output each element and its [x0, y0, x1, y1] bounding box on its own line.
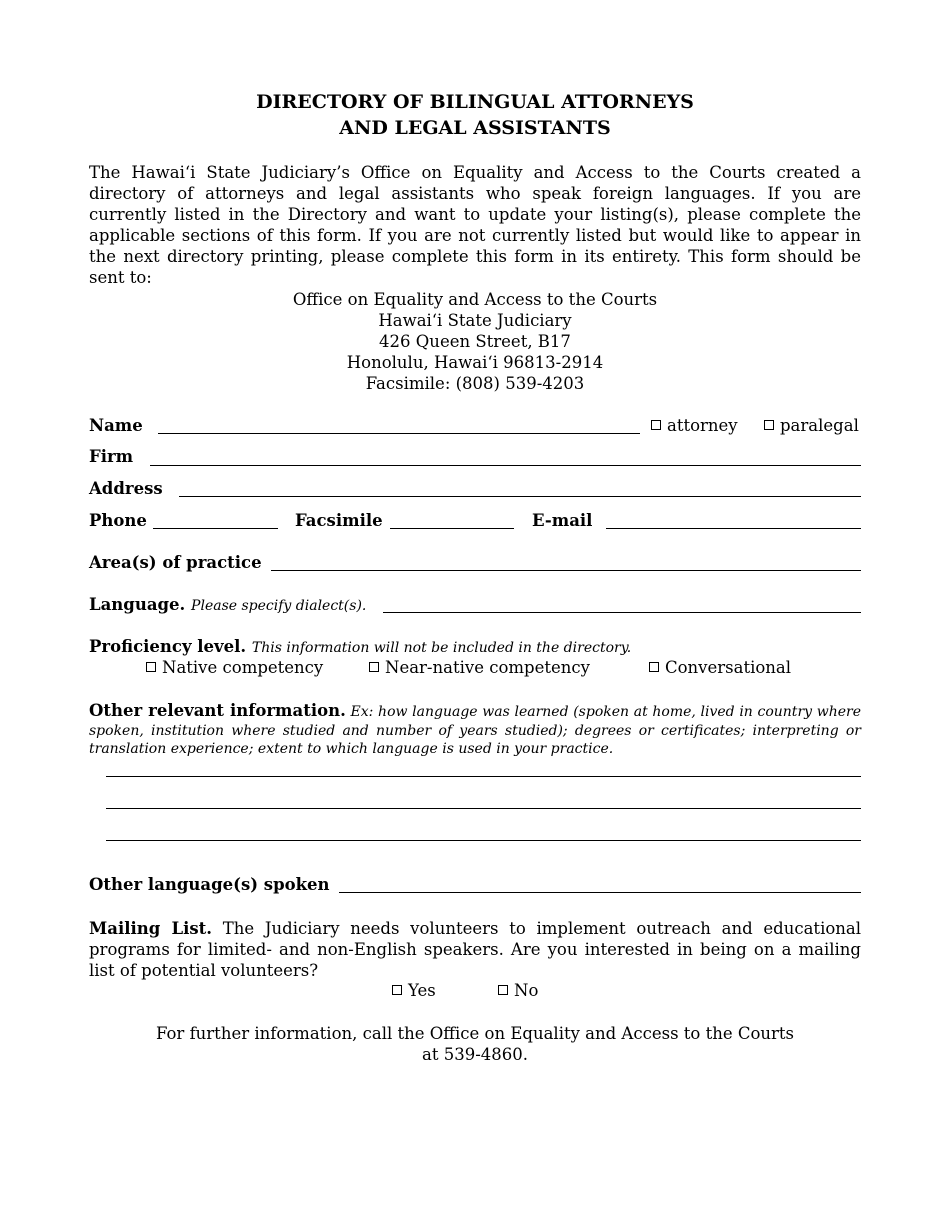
practice-field[interactable]	[271, 570, 861, 571]
other-info-label: Other relevant information.	[89, 701, 346, 720]
firm-label: Firm	[89, 447, 134, 466]
other-info-line-1[interactable]	[106, 776, 861, 777]
mailing-label: Mailing List.	[89, 919, 213, 938]
mailing-yes-option[interactable]	[392, 981, 436, 1001]
email-field[interactable]	[606, 528, 861, 529]
attorney-option[interactable]	[651, 416, 738, 436]
no-checkbox[interactable]	[498, 985, 508, 995]
address-label: Address	[89, 479, 163, 498]
proficiency-hint: This information will not be included in the directory.	[251, 640, 632, 656]
proficiency-near-native-option[interactable]	[369, 658, 590, 678]
footer-line-1: For further information, call the Office on Equality and Access to the Courts	[155, 1024, 795, 1043]
native-label: Native competency	[162, 658, 324, 677]
mailing-text: The Judiciary needs volunteers to implement outreach and educational programs for limited- and non-English speakers. Are you interested in being on a mailing list of potential volunteers?	[89, 919, 862, 980]
proficiency-label-row	[89, 637, 631, 658]
address-fax: Facsimile: (808) 539-4203	[365, 374, 585, 393]
language-field[interactable]	[383, 612, 861, 613]
address-org: Hawai‘i State Judiciary	[378, 311, 572, 330]
near-native-checkbox[interactable]	[369, 662, 379, 672]
other-info-hint: Ex: how language was learned (spoken at home, lived in country where spoken, institution where studied and number of years studied); degrees or certificates; interpreting or translation experience; extent to which language is used in your practice.	[89, 704, 861, 757]
name-label: Name	[89, 416, 143, 435]
intro-paragraph: The Hawai‘i State Judiciary’s Office on Equality and Access to the Courts created a directory of attorneys and legal assistants who speak foreign languages. If you are currently listed in the Directory and want to update your listing(s), please complete the applicable sections of this form. If you are not currently listed but would like to appear in the next directory printing, please complete this form in its entirety. This form should be sent to:	[89, 163, 861, 287]
other-info-line-2[interactable]	[106, 808, 861, 809]
mailing-paragraph	[89, 918, 861, 981]
native-checkbox[interactable]	[146, 662, 156, 672]
practice-label: Area(s) of practice	[89, 553, 262, 572]
facsimile-field[interactable]	[390, 528, 514, 529]
conversational-label: Conversational	[665, 658, 792, 677]
address-office: Office on Equality and Access to the Courts	[292, 290, 658, 309]
other-info-paragraph	[89, 702, 861, 759]
address-street: 426 Queen Street, B17	[379, 332, 571, 351]
proficiency-label: Proficiency level.	[89, 637, 247, 656]
proficiency-native-option[interactable]	[146, 658, 323, 678]
mailing-no-option[interactable]	[498, 981, 538, 1001]
phone-field[interactable]	[153, 528, 278, 529]
paralegal-option[interactable]	[764, 416, 859, 436]
proficiency-conversational-option[interactable]	[649, 658, 791, 678]
phone-label: Phone	[89, 511, 147, 530]
firm-field[interactable]	[150, 465, 861, 466]
language-label: Language.	[89, 595, 186, 614]
near-native-label: Near-native competency	[385, 658, 590, 677]
yes-checkbox[interactable]	[392, 985, 402, 995]
paralegal-label: paralegal	[780, 416, 859, 435]
title-line-2: AND LEGAL ASSISTANTS	[339, 117, 611, 139]
attorney-label: attorney	[667, 416, 738, 435]
attorney-checkbox[interactable]	[651, 420, 661, 430]
address-city: Honolulu, Hawai‘i 96813-2914	[346, 353, 604, 372]
yes-label: Yes	[408, 981, 436, 1000]
language-label-row	[89, 595, 366, 616]
other-languages-label: Other language(s) spoken	[89, 875, 330, 894]
paralegal-checkbox[interactable]	[764, 420, 774, 430]
title-line-1: DIRECTORY OF BILINGUAL ATTORNEYS	[256, 91, 694, 113]
facsimile-label: Facsimile	[295, 511, 383, 530]
address-field[interactable]	[179, 496, 861, 497]
email-label: E-mail	[532, 511, 593, 530]
no-label: No	[514, 981, 539, 1000]
conversational-checkbox[interactable]	[649, 662, 659, 672]
name-field[interactable]	[158, 433, 640, 434]
other-info-line-3[interactable]	[106, 840, 861, 841]
other-languages-field[interactable]	[339, 892, 861, 893]
footer-line-2: at 539-4860.	[421, 1045, 529, 1064]
language-hint: Please specify dialect(s).	[191, 598, 367, 614]
